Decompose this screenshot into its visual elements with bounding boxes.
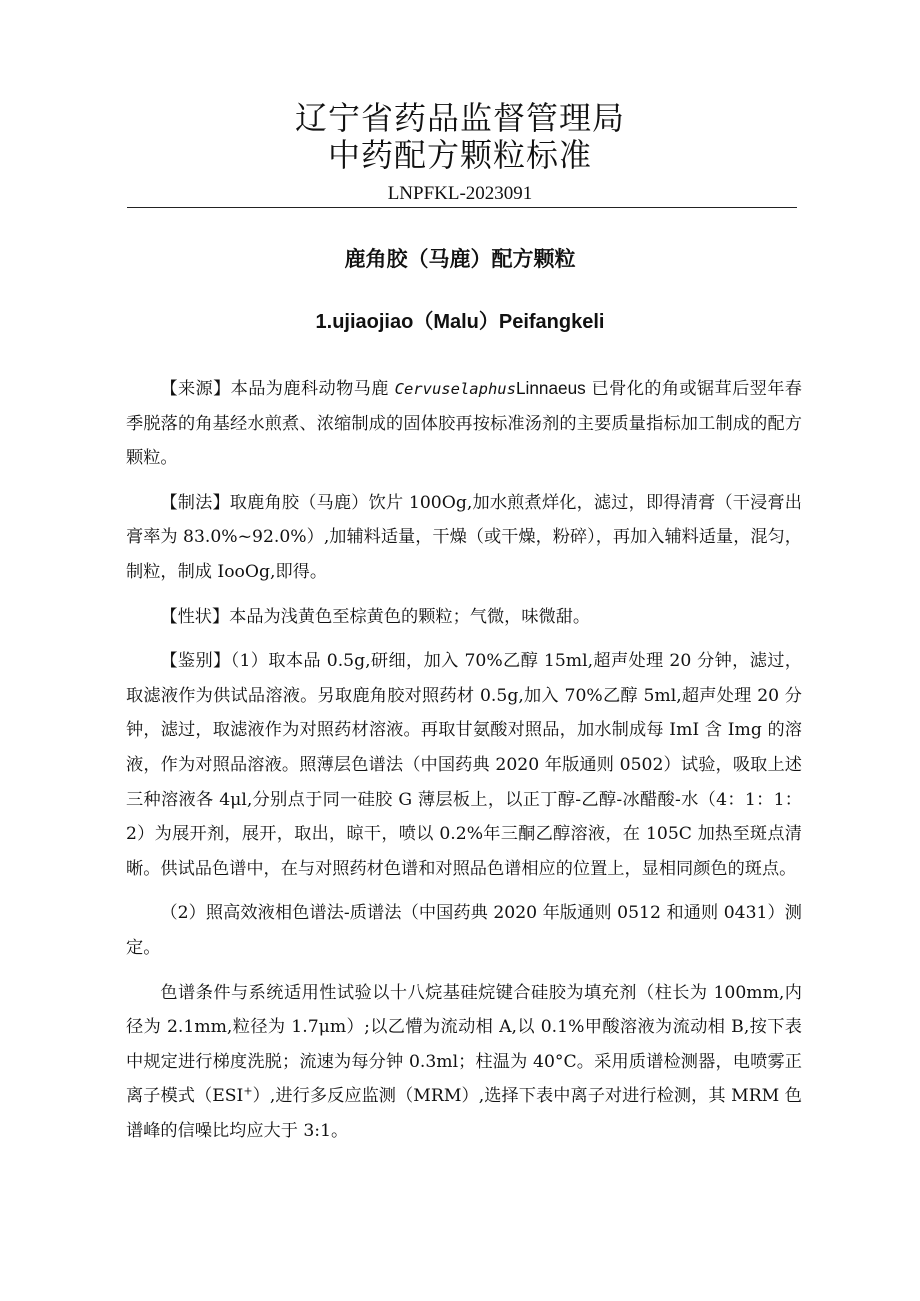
latin-author: Linnaeus bbox=[515, 378, 586, 398]
chromatography-paragraph bbox=[126, 976, 802, 1149]
identification-paragraph bbox=[126, 644, 802, 886]
source-paragraph bbox=[126, 371, 802, 476]
issuing-authority: 辽宁省药品监督管理局 bbox=[294, 99, 625, 137]
identification-text: （1）取本品 0.5g,研细，加入 70%乙醇 15ml,超声处理 20 分钟，滤过，取滤液作为供试品溶液。另取鹿角胶对照药材 0.5g,加入 70%乙醇 5ml,超声处理 20 分钟，滤过，取滤液作为对照药材溶液。再取甘氨酸对照品，加水制成每 ImI 含 Img 的溶液，作为对照品溶液。照薄层色谱法（中国药典 2020 年版通则 0502）试验，吸取上述三种溶液各 4μl,分别点于同一硅胶 G 薄层板上，以正丁醇-乙醇-冰醋酸-水（4：1：1：2）为展开剂，展开，取出，晾干，喷以 0.2%年三酮乙醇溶液，在 105C 加热至斑点清晰。供试品色谱中，在与对照药材色谱和对照品色谱相应的位置上，显相同颜色的斑点。 bbox=[126, 651, 802, 879]
standard-code: LNPFKL-2023091 bbox=[387, 183, 533, 204]
source-label: 【来源】 bbox=[160, 379, 231, 399]
chromatography-text-pre: 色谱条件与系统适用性试验以十八烷基硅烷键合硅胶为填充剂（柱长为 100mm,内径为 2.1mm,粒径为 1.7μm）;以乙懵为流动相 A,以 0.1%甲酸溶液为流动相 B,按下表中规定进行梯度洗脱；流速为每分钟 0.3ml；柱温为 40°C。采用质谱检测器，电喷雾正离子模式（ESI bbox=[126, 982, 802, 1107]
header-divider bbox=[127, 207, 797, 208]
ion-charge-sup: + bbox=[243, 1084, 253, 1098]
product-name-cn: 鹿角胶（马鹿）配方颗粒 bbox=[344, 247, 576, 271]
character-text: 本品为浅黄色至棕黄色的颗粒；气微，味微甜。 bbox=[229, 606, 591, 627]
latin-genus-species: Cervuselaphus bbox=[394, 380, 516, 398]
method-label: 【制法】 bbox=[160, 492, 230, 513]
method-paragraph bbox=[126, 486, 802, 590]
document-body bbox=[126, 371, 802, 1158]
standard-title: 中药配方颗粒标准 bbox=[327, 136, 592, 174]
product-name-en: 1.ujiaojiao（Malu）Peifangkeli bbox=[315, 311, 605, 333]
method-text: 取鹿角胶（马鹿）饮片 100Og,加水煎煮烊化，滤过，即得清膏（干浸膏出膏率为 83.0%~92.0%）,加辅料适量，干燥（或干燥，粉碎），再加入辅料适量，混匀，制粒，制成 IooOg,即得。 bbox=[126, 492, 802, 582]
source-text-pre: 本品为鹿科动物马鹿 bbox=[230, 379, 395, 399]
identification-label: 【鉴别】 bbox=[160, 651, 231, 672]
character-paragraph bbox=[126, 600, 802, 635]
source-text-post: 已骨化的角或锯茸后翌年春季脱落的角基经水煎煮、浓缩制成的固体胶再按标准汤剂的主要质量指标加工制成的配方颗粒。 bbox=[126, 379, 802, 469]
character-label: 【性状】 bbox=[160, 606, 230, 627]
identification-2-paragraph: （2）照高效液相色谱法-质谱法（中国药典 2020 年版通则 0512 和通则 0431）测定。 bbox=[126, 903, 802, 958]
chromatography-text-post: ）,进行多反应监测（MRM）,选择下表中离子对进行检测，其 MRM 色谱峰的信噪比均应大于 3:1。 bbox=[126, 1086, 802, 1141]
latin-name bbox=[395, 378, 586, 398]
